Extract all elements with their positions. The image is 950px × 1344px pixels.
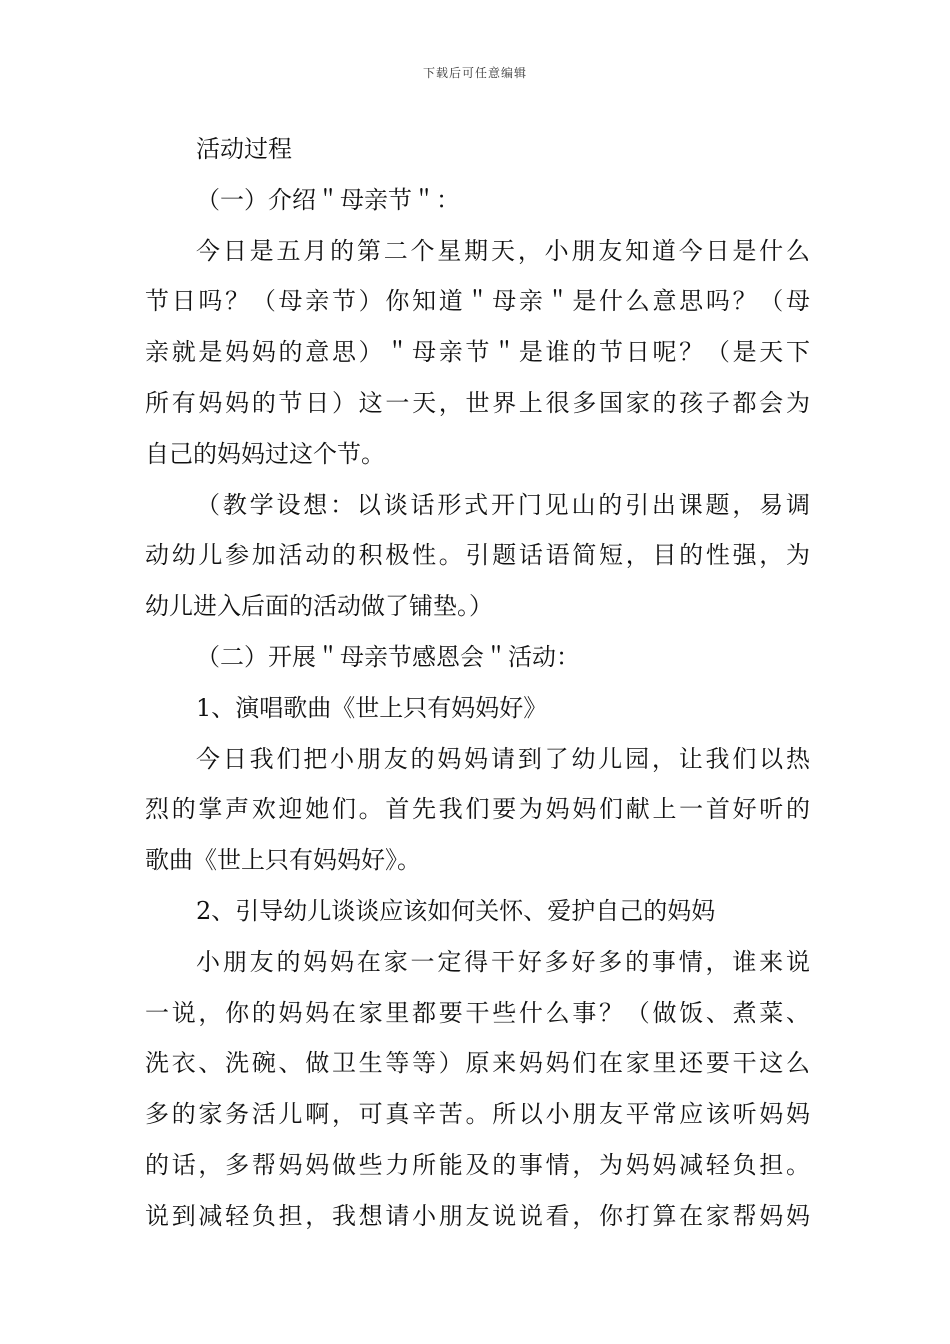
text-line: 所有妈妈的节日）这一天，世界上很多国家的孩子都会为 <box>145 388 810 417</box>
page-header: 下载后可任意编辑 <box>422 66 527 80</box>
text-line: 亲就是妈妈的意思）＂母亲节＂是谁的节日呢？（是天下 <box>145 338 810 367</box>
text-line: 幼儿进入后面的活动做了铺垫。） <box>145 592 493 621</box>
text-line: 动幼儿参加活动的积极性。引题话语简短，目的性强，为 <box>145 541 810 570</box>
text-line: （二）开展＂母亲节感恩会＂活动： <box>196 642 580 671</box>
document-body <box>145 124 810 1242</box>
text-line: 小朋友的妈妈在家一定得干好多好多的事情，谁来说 <box>196 947 810 976</box>
text-line: （一）介绍＂母亲节＂： <box>196 185 460 214</box>
text-line: 洗衣、洗碗、做卫生等等）原来妈妈们在家里还要干这么 <box>145 1049 810 1078</box>
text-line: 歌曲《世上只有妈妈好》。 <box>145 846 421 875</box>
text-line: 多的家务活儿啊，可真辛苦。所以小朋友平常应该听妈妈 <box>145 1100 810 1129</box>
text-line: 1、演唱歌曲《世上只有妈妈好》 <box>196 693 548 722</box>
text-line: 今日我们把小朋友的妈妈请到了幼儿园，让我们以热 <box>196 744 810 773</box>
text-line: 活动过程 <box>196 135 292 163</box>
text-line: 一说，你的妈妈在家里都要干些什么事？（做饭、煮菜、 <box>145 998 810 1027</box>
text-line: （教学设想：以谈话形式开门见山的引出课题，易调 <box>196 490 810 519</box>
text-line: 烈的掌声欢迎她们。首先我们要为妈妈们献上一首好听的 <box>145 795 810 824</box>
text-line: 的话，多帮妈妈做些力所能及的事情，为妈妈减轻负担。 <box>145 1150 810 1179</box>
text-line: 说到减轻负担，我想请小朋友说说看，你打算在家帮妈妈 <box>145 1201 810 1230</box>
text-line: 自己的妈妈过这个节。 <box>145 439 385 468</box>
text-line: 2、引导幼儿谈谈应该如何关怀、爱护自己的妈妈 <box>196 896 716 925</box>
text-line: 节日吗？（母亲节）你知道＂母亲＂是什么意思吗？（母 <box>145 287 810 316</box>
text-line: 今日是五月的第二个星期天，小朋友知道今日是什么 <box>196 236 810 265</box>
